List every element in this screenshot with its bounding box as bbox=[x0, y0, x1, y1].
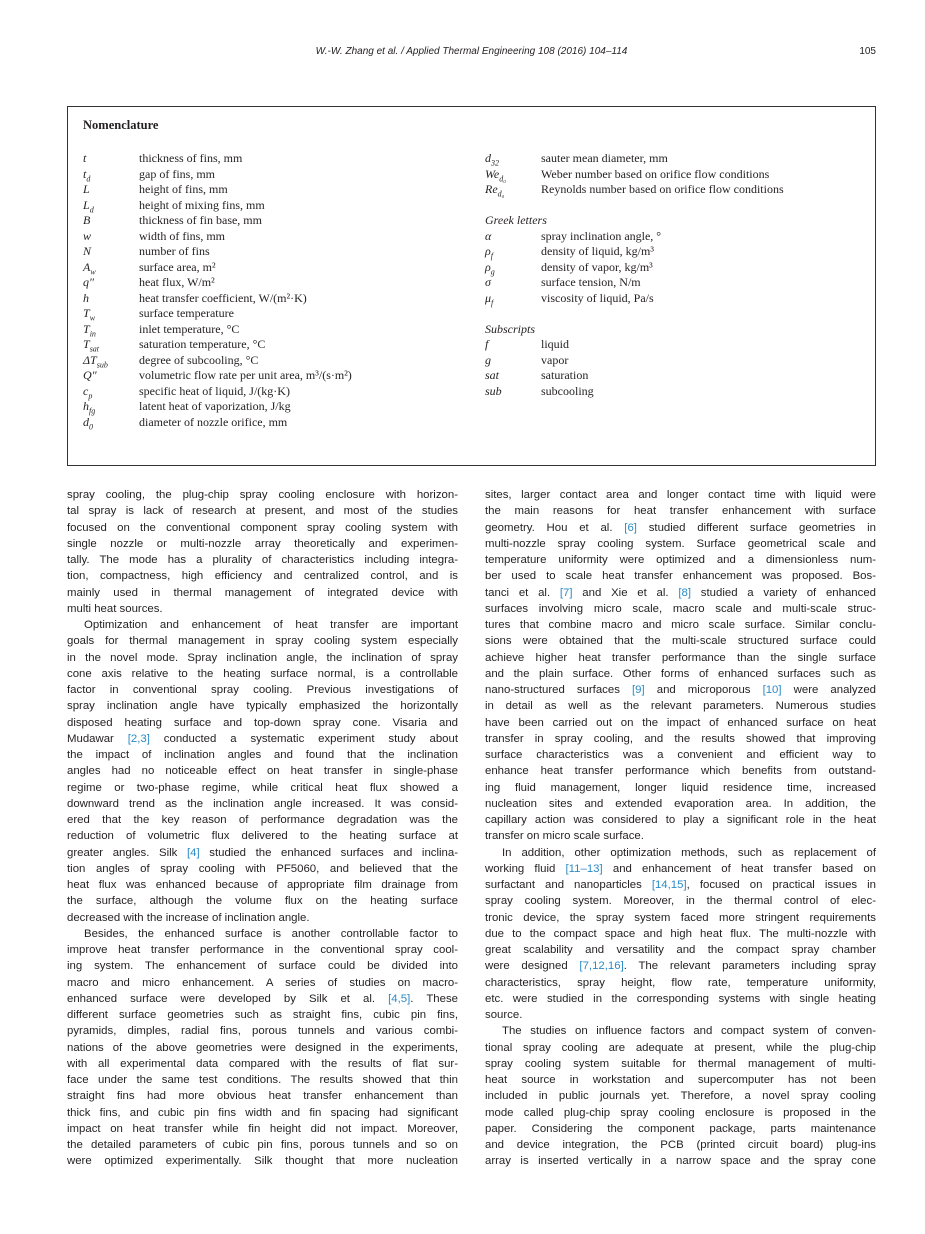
nomenclature-description: thickness of fin base, mm bbox=[139, 213, 262, 227]
symbol-base: ρ bbox=[485, 259, 491, 274]
text-line: ber used to scale heat transfer enhancement was proposed. Bos- bbox=[485, 570, 876, 583]
text-line: multi-nozzle spray cooling system. Surface geometrical scale and bbox=[485, 537, 876, 550]
symbol-base: A bbox=[83, 259, 91, 274]
symbol-base: ρ bbox=[485, 244, 491, 258]
nomenclature-description: heat transfer coefficient, W/(m²·K) bbox=[139, 290, 307, 305]
nomenclature-description: height of fins, mm bbox=[139, 182, 228, 196]
nomenclature-description: gap of fins, mm bbox=[139, 166, 215, 181]
symbol-subscript: f bbox=[490, 251, 493, 261]
symbol-base: σ bbox=[485, 275, 491, 289]
text-line: ing fluid management, longer liquid residence time, increased bbox=[485, 781, 876, 794]
text-line: macro and micro enhancement. A series of studies on macro- bbox=[67, 976, 458, 989]
text-line: ered that the key reason of performance degradation was the bbox=[67, 814, 458, 826]
paragraph bbox=[485, 487, 876, 845]
text-line: nations of the above geometries were designed in the experiments, bbox=[67, 1041, 458, 1054]
nomenclature-entry bbox=[83, 384, 352, 400]
nomenclature-symbol bbox=[83, 167, 139, 183]
nomenclature-description: density of vapor, kg/m³ bbox=[541, 259, 653, 274]
nomenclature-description: specific heat of liquid, J/(kg·K) bbox=[139, 383, 290, 398]
nomenclature-entry bbox=[83, 260, 352, 276]
text-line: the impact of inclination angles and found that the inclination bbox=[67, 749, 458, 761]
text-line: cone axis relative to the heating surface normal, is a controllable bbox=[67, 667, 458, 680]
citation-link[interactable]: [4,5] bbox=[388, 992, 411, 1005]
paragraph bbox=[485, 845, 876, 1024]
symbol-subscript: sat bbox=[89, 344, 100, 354]
nomenclature-description: surface area, m² bbox=[139, 259, 216, 274]
nomenclature-symbol bbox=[485, 151, 541, 167]
symbol-base: Re bbox=[485, 182, 498, 196]
nomenclature-symbol bbox=[485, 229, 541, 245]
nomenclature-description: diameter of nozzle orifice, mm bbox=[139, 414, 288, 429]
nomenclature-entry bbox=[83, 198, 352, 214]
text-line: tion angles of spray cooling with PF5060, and believed that the bbox=[67, 862, 458, 875]
text-line: Besides, the enhanced surface is another controllable factor to bbox=[84, 927, 458, 940]
nomenclature-symbol bbox=[485, 167, 541, 183]
text-line: the detailed parameters of cubic pin fins, porous tunnels and so on bbox=[67, 1139, 458, 1151]
symbol-base: t bbox=[83, 151, 87, 165]
text-line: tally. The mode has a plurality of characteristics including integra- bbox=[67, 554, 458, 566]
nomenclature-symbol bbox=[83, 260, 139, 276]
symbol-subscript: sub bbox=[96, 359, 108, 369]
text-line: geometry. Hou et al. [6] studied different surface geometries in bbox=[485, 521, 877, 534]
citation-link[interactable]: [4] bbox=[186, 846, 200, 859]
symbol-base: μ bbox=[485, 290, 492, 305]
text-line: etc. were studied in the corresponding systems with single heating bbox=[485, 992, 876, 1005]
nomenclature-entry bbox=[83, 415, 352, 431]
nomenclature-entry bbox=[83, 337, 352, 353]
nomenclature-entry bbox=[83, 244, 352, 260]
text-line: array is inserted vertically in a narrow space and the spray cone bbox=[485, 1155, 876, 1168]
symbol-base: Q″ bbox=[83, 368, 97, 382]
text-line: tronic device, the spray system faced more stringent requirements bbox=[485, 911, 876, 924]
nomenclature-symbol bbox=[485, 353, 541, 369]
nomenclature-entry bbox=[83, 399, 352, 415]
nomenclature-description: sauter mean diameter, mm bbox=[541, 151, 668, 165]
text-line: tal spray is lack of research at present, and most of the studies bbox=[67, 505, 458, 518]
text-line: tanci et al. [7] and Xie et al. [8] studied a variety of enhanced bbox=[485, 586, 876, 599]
nomenclature-description: latent heat of vaporization, J/kg bbox=[139, 399, 291, 413]
nomenclature-entry bbox=[83, 368, 352, 384]
text-line: tion, compactness, high efficiency and centralized control, and is bbox=[67, 570, 458, 583]
text-line: the main reasons for heat transfer enhancement with surface bbox=[485, 505, 876, 518]
symbol-base: d bbox=[83, 414, 89, 429]
text-line: tional spray cooling are adequate at present, while the plug-chip bbox=[485, 1041, 876, 1054]
greek-letters-heading: Greek letters bbox=[485, 213, 547, 227]
symbol-base: B bbox=[83, 213, 91, 227]
nomenclature-symbol bbox=[83, 275, 139, 291]
nomenclature-description: degree of subcooling, °C bbox=[139, 352, 259, 367]
nomenclature-description: liquid bbox=[541, 337, 570, 351]
text-line: and the plain surface. Other forms of enhanced surfaces such as bbox=[485, 667, 876, 680]
symbol-base: q″ bbox=[83, 275, 94, 289]
text-line: ing system. The enhancement of surface could be divided into bbox=[67, 960, 458, 973]
symbol-subscript: 0 bbox=[89, 421, 93, 431]
nomenclature-symbol bbox=[83, 213, 139, 229]
citation-link[interactable]: [10] bbox=[762, 684, 782, 696]
text-line: working fluid [11–13] and enhancement of heat transfer based on bbox=[485, 862, 876, 875]
symbol-base: L bbox=[83, 182, 90, 196]
nomenclature-symbol bbox=[83, 353, 139, 369]
nomenclature-entry bbox=[485, 260, 784, 276]
text-line: Mudawar [2,3] conducted a systematic experiment study about bbox=[67, 732, 458, 745]
nomenclature-entry bbox=[83, 322, 352, 338]
symbol-base: h bbox=[83, 290, 89, 305]
symbol-subscript: d₀ bbox=[499, 173, 507, 183]
text-line: impact on heat transfer while fin height did not impact. Moreover, bbox=[67, 1122, 458, 1135]
nomenclature-description: width of fins, mm bbox=[139, 228, 225, 243]
symbol-subscript: w bbox=[89, 313, 96, 323]
text-line: included in public journals yet. Therefore, a novel spray cooling bbox=[485, 1090, 876, 1103]
nomenclature-description: heat flux, W/m² bbox=[139, 275, 215, 289]
citation-link[interactable]: [2,3] bbox=[127, 732, 150, 745]
text-line: sions were obtained that the multi-scale structured surface could bbox=[485, 635, 876, 648]
nomenclature-entry bbox=[485, 151, 784, 167]
text-line: decreased with the increase of inclination angle. bbox=[67, 911, 310, 924]
nomenclature-symbol bbox=[83, 415, 139, 431]
nomenclature-description: inlet temperature, °C bbox=[139, 321, 240, 336]
text-line: in detail as well as the relevant parameters. Numerous studies bbox=[485, 700, 876, 713]
text-line: transfer on micro scale surface. bbox=[485, 830, 644, 843]
nomenclature-entry bbox=[485, 368, 784, 384]
nomenclature-symbol bbox=[485, 384, 541, 400]
nomenclature-description: subcooling bbox=[541, 383, 594, 398]
nomenclature-entry bbox=[485, 275, 784, 291]
nomenclature-symbol bbox=[485, 260, 541, 276]
nomenclature-symbol bbox=[83, 244, 139, 260]
running-header: W.-W. Zhang et al. / Applied Thermal Engineering 108 (2016) 104–114 bbox=[315, 46, 628, 57]
citation-link[interactable]: [7,12,16] bbox=[579, 960, 624, 973]
nomenclature-symbol bbox=[83, 229, 139, 245]
symbol-subscript: in bbox=[89, 328, 96, 338]
nomenclature-title: Nomenclature bbox=[83, 118, 159, 132]
symbol-base: h bbox=[83, 399, 89, 413]
text-line: temperature uniformity were optimized and a dimensionless num- bbox=[485, 554, 876, 566]
nomenclature-symbol bbox=[83, 198, 139, 214]
symbol-subscript: g bbox=[490, 266, 495, 276]
symbol-subscript: d₀ bbox=[497, 189, 505, 199]
text-line: downward trend as the inclination angle increased. It was consid- bbox=[67, 797, 458, 810]
nomenclature-description: Reynolds number based on orifice flow conditions bbox=[541, 182, 784, 196]
text-line: were designed [7,12,16]. The relevant parameters including spray bbox=[485, 960, 876, 973]
nomenclature-description: Weber number based on orifice flow conditions bbox=[541, 166, 770, 181]
text-line: multi heat sources. bbox=[67, 602, 163, 615]
nomenclature-box bbox=[67, 106, 876, 466]
citation-link[interactable]: [9] bbox=[631, 684, 645, 696]
citation-link[interactable]: [7] bbox=[559, 586, 573, 599]
nomenclature-entry bbox=[83, 353, 352, 369]
text-line: spray cooling, the plug-chip spray cooling enclosure with horizon- bbox=[67, 489, 458, 501]
nomenclature-symbol bbox=[83, 306, 139, 322]
text-line: pyramids, dimples, radial fins, porous tunnels and various combi- bbox=[67, 1025, 458, 1038]
symbol-base: f bbox=[485, 337, 489, 351]
text-line: regime or two-phase regime, while critical heat flux showed a bbox=[67, 781, 458, 794]
symbol-base: T bbox=[83, 321, 90, 336]
nomenclature-entry bbox=[83, 167, 352, 183]
nomenclature-entry bbox=[83, 182, 352, 198]
nomenclature-entry bbox=[485, 384, 784, 400]
symbol-subscript: 32 bbox=[491, 158, 499, 168]
nomenclature-symbol bbox=[83, 322, 139, 338]
text-line: surfactant and nanoparticles [14,15], focused on practical issues in bbox=[485, 879, 876, 891]
symbol-base: g bbox=[485, 352, 491, 367]
text-line: in the novel mode. Spray inclination angle, the inclination of spray bbox=[67, 651, 458, 664]
symbol-base: ΔT bbox=[83, 352, 97, 367]
nomenclature-symbol bbox=[83, 291, 139, 307]
nomenclature-description: viscosity of liquid, Pa/s bbox=[541, 290, 654, 305]
nomenclature-description: height of mixing fins, mm bbox=[139, 197, 265, 212]
text-line: tures that combine macro and micro scale surface. Similar conclu- bbox=[485, 619, 876, 631]
text-line: face under the same test conditions. The results showed that thin bbox=[67, 1074, 458, 1086]
text-line: transfer in spray cooling, and the results showed that improving bbox=[485, 732, 876, 745]
nomenclature-entry bbox=[83, 306, 352, 322]
text-line: angles had no noticeable effect on heat transfer in single-phase bbox=[67, 765, 458, 778]
symbol-subscript: d bbox=[86, 173, 91, 183]
nomenclature-symbol bbox=[83, 384, 139, 400]
text-line: The studies on influence factors and compact system of conven- bbox=[502, 1025, 876, 1038]
text-line: the surface, although the volume flux on the heating surface bbox=[67, 895, 458, 908]
symbol-base: T bbox=[83, 306, 90, 320]
text-line: source. bbox=[485, 1009, 523, 1021]
text-line: In addition, other optimization methods, such as replacement of bbox=[502, 846, 876, 859]
text-line: paper. Considering the component package, parts maintenance bbox=[485, 1122, 876, 1135]
nomenclature-entry bbox=[83, 213, 352, 229]
text-line: have been carried out on the impact of enhanced surface on heat bbox=[485, 716, 876, 729]
citation-link[interactable]: [8] bbox=[678, 586, 692, 599]
nomenclature-entry bbox=[485, 182, 784, 198]
symbol-base: sub bbox=[485, 383, 502, 398]
text-line: mainly used in thermal management of integrated device with bbox=[67, 586, 458, 599]
symbol-subscript: f bbox=[491, 297, 494, 307]
text-line: great scalability and versatility and the compact spray chamber bbox=[485, 944, 876, 956]
nomenclature-description: spray inclination angle, ° bbox=[541, 228, 662, 243]
text-line: thick fins, and cubic pin fins width and fin spacing had significant bbox=[67, 1106, 458, 1119]
nomenclature-symbol bbox=[485, 291, 541, 307]
nomenclature-symbol bbox=[83, 182, 139, 198]
nomenclature-symbol bbox=[83, 337, 139, 353]
nomenclature-entry bbox=[83, 275, 352, 291]
nomenclature-description: volumetric flow rate per unit area, m³/(s·m²) bbox=[139, 368, 352, 382]
paragraph bbox=[485, 1023, 876, 1169]
nomenclature-entry bbox=[485, 167, 784, 183]
nomenclature-right-column bbox=[485, 151, 784, 399]
text-line: sites, larger contact area and longer contact time with liquid were bbox=[485, 489, 876, 501]
citation-link[interactable]: [6] bbox=[624, 521, 637, 534]
nomenclature-symbol bbox=[485, 368, 541, 384]
symbol-subscript: fg bbox=[89, 406, 96, 416]
nomenclature-symbol bbox=[83, 368, 139, 384]
nomenclature-left-column bbox=[83, 151, 352, 430]
text-line: improve heat transfer performance in the conventional spray cool- bbox=[67, 944, 458, 956]
symbol-subscript: d bbox=[89, 204, 94, 214]
symbol-subscript: w bbox=[90, 266, 96, 276]
nomenclature-description: surface tension, N/m bbox=[541, 275, 641, 289]
text-line: nucleation sites and extended evaporation area. In addition, the bbox=[485, 797, 876, 810]
text-line: disposed heating surface and top-down spray cone. Visaria and bbox=[67, 716, 458, 729]
text-line: with all experimental data compared with the results of flat sur- bbox=[67, 1057, 458, 1070]
nomenclature-symbol bbox=[485, 275, 541, 291]
nomenclature-entry bbox=[485, 244, 784, 260]
text-line: mode called plug-chip spray cooling enclosure is proposed in the bbox=[485, 1106, 876, 1119]
symbol-base: w bbox=[83, 228, 92, 243]
body-right-column bbox=[485, 487, 876, 1170]
nomenclature-symbol bbox=[83, 399, 139, 415]
symbol-base: d bbox=[485, 151, 491, 165]
text-line: surface characteristics was a convenient and efficient way to bbox=[485, 749, 876, 761]
nomenclature-entry bbox=[485, 337, 784, 353]
text-line: enhance heat transfer performance which benefits from outstand- bbox=[485, 765, 876, 778]
symbol-base: L bbox=[83, 197, 90, 212]
nomenclature-entry bbox=[83, 151, 352, 167]
text-line: straight fins had more obvious heat transfer enhancement than bbox=[67, 1090, 458, 1103]
text-line: single nozzle or multi-nozzle array theoretically and experimen- bbox=[67, 537, 458, 550]
nomenclature-description: vapor bbox=[541, 352, 569, 367]
nomenclature-description: saturation bbox=[541, 368, 589, 382]
text-line: characteristics, spray height, flow rate, temperature uniformity, bbox=[485, 976, 876, 989]
symbol-base: sat bbox=[485, 368, 500, 382]
text-line: greater angles. Silk [4] studied the enhanced surfaces and inclina- bbox=[67, 846, 459, 859]
nomenclature-description: surface temperature bbox=[139, 306, 234, 320]
citation-link[interactable]: [11–13] bbox=[565, 862, 603, 875]
page-number: 105 bbox=[859, 46, 876, 57]
symbol-base: t bbox=[83, 166, 87, 181]
text-line: enhanced surface were developed by Silk et al. [4,5]. These bbox=[67, 992, 458, 1005]
nomenclature-description: number of fins bbox=[139, 244, 210, 258]
symbol-base: c bbox=[83, 383, 89, 398]
symbol-base: N bbox=[83, 244, 92, 258]
text-line: achieve higher heat transfer performance than the single surface bbox=[485, 651, 876, 664]
subscripts-heading: Subscripts bbox=[485, 321, 536, 336]
text-line: due to the compact space and high heat flux. The multi-nozzle with bbox=[485, 927, 876, 940]
nomenclature-entry bbox=[485, 291, 784, 307]
text-line: capillary action was considered to play a significant role in the heat bbox=[485, 814, 876, 826]
nomenclature-description: density of liquid, kg/m³ bbox=[541, 244, 654, 258]
text-line: surfaces involving micro scale, macro scale and multi-scale struc- bbox=[485, 602, 876, 615]
nomenclature-entry bbox=[83, 229, 352, 245]
text-line: nano-structured surfaces [9] and microporous [10] were analyzed bbox=[485, 684, 876, 696]
text-line: and device integration, the PCB (printed circuit board) plug-ins bbox=[485, 1139, 876, 1151]
paragraph bbox=[67, 487, 458, 617]
symbol-base: T bbox=[83, 337, 90, 351]
text-line: different surface geometries such as straight fins, cubic pin fins, bbox=[67, 1009, 458, 1021]
nomenclature-description: thickness of fins, mm bbox=[139, 151, 243, 165]
symbol-subscript: p bbox=[88, 390, 93, 400]
text-line: spray inclination angle have typically emphasized the horizontally bbox=[67, 700, 458, 713]
nomenclature-symbol bbox=[485, 337, 541, 353]
body-left-column bbox=[67, 487, 458, 1170]
nomenclature-symbol bbox=[485, 182, 541, 198]
paragraph bbox=[67, 617, 458, 926]
citation-link[interactable]: [14,15] bbox=[651, 879, 687, 891]
nomenclature-symbol bbox=[83, 151, 139, 167]
text-line: heat flux was enhanced because of appropriate film drainage from bbox=[67, 879, 458, 891]
text-line: reduction of volumetric flux delivered to the heating surface at bbox=[67, 830, 458, 843]
nomenclature-entry bbox=[485, 229, 784, 245]
text-line: heat source in workstation and supercomputer has not been bbox=[485, 1074, 876, 1086]
symbol-base: We bbox=[485, 166, 500, 181]
text-line: goals for thermal management in spray cooling system especially bbox=[67, 635, 458, 648]
text-line: factor in conventional spray cooling. Previous investigations of bbox=[67, 684, 458, 696]
text-line: focused on the conventional component spray cooling system with bbox=[67, 521, 458, 534]
text-line: spray cooling system suitable for thermal management of multi- bbox=[485, 1057, 876, 1070]
text-line: were optimized experimentally. Silk thought that more nucleation bbox=[67, 1155, 458, 1168]
symbol-base: α bbox=[485, 228, 492, 243]
nomenclature-description: saturation temperature, °C bbox=[139, 337, 266, 351]
text-line: spray cooling system. Moreover, in the thermal control of elec- bbox=[485, 895, 876, 908]
text-line: Optimization and enhancement of heat transfer are important bbox=[84, 619, 458, 631]
nomenclature-symbol bbox=[485, 244, 541, 260]
paragraph bbox=[67, 926, 458, 1170]
nomenclature-entry bbox=[83, 291, 352, 307]
nomenclature-entry bbox=[485, 353, 784, 369]
